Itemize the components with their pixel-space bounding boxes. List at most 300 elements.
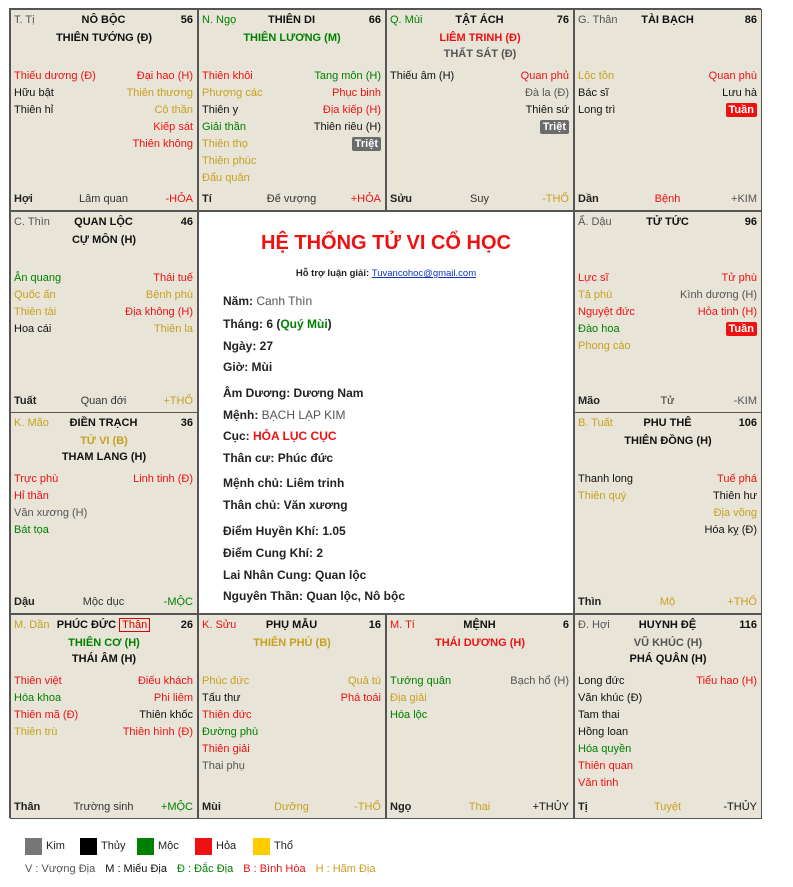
minor-star-row (202, 724, 381, 741)
lai-nhan-info: Lai Nhân Cung: Quan lộc (223, 568, 367, 582)
palace-number: 6 (562, 619, 569, 631)
hour-info: Giờ: Mùi (223, 360, 273, 374)
minor-star: Hóa lộc (390, 709, 428, 721)
minor-star-row (14, 304, 193, 321)
footer-stage: Bệnh (654, 193, 681, 205)
minor-star-row (578, 707, 757, 724)
palace-branch: T. Tị (14, 14, 35, 26)
minor-star: Kiếp sát (153, 121, 193, 133)
minor-star: Thiên đức (202, 709, 252, 721)
footer-element: -THỔ (542, 193, 569, 205)
footer-stage: Lâm quan (79, 193, 128, 205)
footer-branch: Dần (578, 193, 599, 205)
palace-number: 26 (180, 619, 193, 631)
minor-star-row (202, 673, 381, 690)
minor-star: Quả tú (347, 675, 381, 687)
palace-branch: C. Thìn (14, 216, 50, 228)
minor-star-row (14, 707, 193, 724)
minor-star: Tiểu hao (H) (696, 675, 757, 687)
palace-ty[interactable] (386, 614, 574, 819)
minor-star: Thiên tài (14, 306, 57, 318)
brightness-legend-item: M : Miếu Địa (105, 863, 167, 875)
palace-suu[interactable] (198, 614, 386, 819)
minor-star-row (578, 270, 757, 287)
minor-star-row (14, 724, 193, 741)
footer-branch: Mùi (202, 801, 221, 813)
palace-footer (14, 596, 193, 610)
brightness-legend-item: B : Bình Hòa (243, 863, 306, 875)
minor-star: Hóa kỵ (Đ) (704, 524, 757, 536)
minor-star-row (578, 758, 757, 775)
major-star: LIÊM TRINH (Đ) (439, 32, 521, 44)
major-star: TỬ VI (B) (80, 435, 128, 447)
palace-footer (202, 193, 381, 207)
footer-stage: Quan đới (80, 395, 127, 407)
minor-star: Trực phù (14, 473, 59, 485)
palace-footer (390, 801, 569, 815)
day-info: Ngày: 27 (223, 339, 274, 353)
minor-star-row (14, 505, 193, 522)
minor-star-row (578, 775, 757, 792)
palace-header (578, 14, 757, 28)
footer-element: -MỘC (163, 596, 193, 608)
footer-element: +KIM (731, 193, 757, 205)
major-stars (575, 635, 761, 667)
footer-branch: Sửu (390, 193, 413, 205)
minor-star: Thiên việt (14, 675, 62, 687)
minor-star-row (202, 170, 381, 187)
triet-badge: Triệt (540, 120, 569, 134)
palace-footer (578, 193, 757, 207)
minor-star: Long trì (578, 104, 616, 116)
major-star: THIÊN TƯỚNG (Đ) (55, 32, 153, 44)
void-badge (726, 321, 757, 338)
legend-item-0: Kim (25, 837, 65, 855)
tuan-badge: Tuần (726, 322, 757, 336)
destiny-info: Mệnh: BẠCH LẠP KIM (223, 408, 346, 422)
palace-branch: Q. Mùi (390, 14, 423, 26)
palace-hoi[interactable] (574, 614, 762, 819)
minor-star: Phong cáo (578, 340, 631, 352)
minor-star: Tang môn (H) (314, 70, 381, 82)
minor-star: Thiên phúc (202, 155, 257, 167)
minor-star: Thiên trù (14, 726, 58, 738)
minor-star: Thanh long (578, 473, 634, 485)
palace-than[interactable] (574, 9, 762, 211)
minor-star: Thiên la (153, 323, 193, 335)
minor-star-row (202, 68, 381, 85)
minor-star: Bát tọa (14, 524, 49, 536)
major-star: THIÊN CƠ (H) (68, 637, 140, 649)
cung-khi-info: Điểm Cung Khí: 2 (223, 546, 324, 560)
footer-element: +MỘC (160, 801, 193, 813)
minor-star: Văn khúc (Đ) (578, 692, 643, 704)
tuvi-chart (9, 8, 761, 818)
chart-title: HỆ THỐNG TỬ VI CỔ HỌC (261, 232, 511, 254)
cuc-info: Cục: HỎA LỤC CỤC (223, 429, 337, 443)
palace-ti[interactable] (10, 9, 198, 211)
palace-footer (14, 801, 193, 815)
footer-element: -KIM (733, 395, 757, 407)
minor-star-row (202, 758, 381, 775)
palace-footer (578, 395, 757, 409)
minor-star: Thiên mã (Đ) (14, 709, 79, 721)
palace-name: NÔ BỘC (81, 14, 126, 26)
minor-star: Tam thai (578, 709, 620, 721)
minor-star: Hoa cái (14, 323, 52, 335)
palace-name: TẬT ÁCH (455, 14, 504, 26)
palace-name: MỆNH (463, 619, 496, 631)
footer-branch: Ngọ (390, 801, 412, 813)
minor-star: Thiên khôi (202, 70, 253, 82)
footer-element: +THỦY (532, 801, 569, 813)
month-info: Tháng: 6 (Quý Mùi) (223, 317, 332, 331)
minor-star-row (202, 136, 381, 153)
minor-stars (578, 673, 757, 792)
palace-name: TỬ TỨC (646, 216, 689, 228)
footer-element: +THỔ (727, 596, 757, 608)
palace-header (578, 619, 757, 633)
palace-mui[interactable] (386, 9, 574, 211)
minor-star-row (14, 522, 193, 539)
minor-star-row (390, 85, 569, 102)
minor-star-row (202, 690, 381, 707)
legend-swatch (25, 838, 42, 855)
major-star: THAM LANG (H) (61, 451, 147, 463)
minor-star-row (578, 488, 757, 505)
minor-star-row (578, 690, 757, 707)
legend-item-3: Hỏa (195, 837, 236, 855)
minor-star: Phúc đức (202, 675, 250, 687)
minor-star-row (14, 136, 193, 153)
minor-star: Ân quang (14, 272, 62, 284)
minor-star-row (578, 522, 757, 539)
palace-number: 76 (556, 14, 569, 26)
palace-header (202, 14, 381, 28)
palace-number: 46 (180, 216, 193, 228)
major-star: THIÊN ĐỒNG (H) (624, 435, 712, 447)
than-marker: Thân (119, 618, 150, 632)
palace-mao[interactable] (10, 412, 198, 614)
footer-branch: Tuất (14, 395, 37, 407)
footer-stage: Mộc dục (82, 596, 125, 608)
minor-stars (578, 270, 757, 355)
major-stars (387, 30, 573, 62)
minor-star-row (578, 304, 757, 321)
palace-name: PHU THÊ (643, 417, 692, 429)
minor-star: Địa giải (390, 692, 427, 704)
minor-stars (578, 471, 757, 539)
minor-star: Thiếu dương (Đ) (14, 70, 96, 82)
minor-stars (202, 673, 381, 775)
minor-star: Tả phù (578, 289, 613, 301)
palace-branch: B. Tuất (578, 417, 613, 429)
minor-stars (14, 673, 193, 741)
minor-star: Lộc tồn (578, 70, 615, 82)
palace-number: 116 (739, 619, 757, 631)
minor-star: Thiên riêu (H) (313, 121, 381, 133)
palace-branch: M. Dần (14, 619, 50, 631)
palace-tuat[interactable] (574, 412, 762, 614)
footer-branch: Hợi (14, 193, 33, 205)
void-badge (540, 119, 569, 136)
minor-star: Tấu thư (202, 692, 241, 704)
minor-star: Kình dương (H) (680, 289, 757, 301)
palace-name: THIÊN DI (267, 14, 316, 26)
footer-branch: Tí (202, 193, 212, 205)
minor-star: Tướng quân (390, 675, 452, 687)
minor-stars (14, 68, 193, 153)
minor-star: Giải thần (202, 121, 247, 133)
minor-star: Thiên không (132, 138, 193, 150)
minor-star: Tuế phá (717, 473, 757, 485)
minor-star: Thiên quý (578, 490, 627, 502)
minor-stars (390, 68, 569, 136)
minor-star: Lực sĩ (578, 272, 609, 284)
palace-name: ĐIỀN TRẠCH (69, 417, 138, 429)
legend-item-4: Thổ (253, 837, 293, 855)
major-star: THÁI DƯƠNG (H) (435, 637, 525, 649)
legend-swatch (80, 838, 97, 855)
minor-star-row (202, 153, 381, 170)
legend-swatch (195, 838, 212, 855)
minor-star-row (578, 505, 757, 522)
minor-star-row (578, 68, 757, 85)
palace-branch: Ấ. Dậu (578, 216, 612, 228)
footer-stage: Suy (470, 193, 489, 205)
palace-header (14, 619, 193, 633)
palace-footer (14, 395, 193, 409)
void-badge (352, 136, 381, 153)
major-stars (575, 433, 761, 449)
minor-star: Tử phù (721, 272, 757, 284)
minor-star: Địa võng (713, 507, 757, 519)
minor-star: Hỉ thần (14, 490, 49, 502)
minor-star: Thiên giải (202, 743, 250, 755)
minor-star-row (390, 119, 569, 136)
palace-number: 36 (180, 417, 193, 429)
menh-chu-info: Mệnh chủ: Liêm trinh (223, 476, 345, 490)
minor-star: Quan phủ (520, 70, 569, 82)
major-star: CỰ MÔN (H) (71, 234, 137, 246)
minor-star: Đào hoa (578, 323, 620, 335)
minor-star-row (578, 287, 757, 304)
palace-header (390, 14, 569, 28)
palace-number: 106 (738, 417, 757, 429)
palace-branch: K. Mão (14, 417, 49, 429)
minor-star: Thiên sứ (525, 104, 569, 116)
major-star: VŨ KHÚC (H) (633, 637, 703, 649)
minor-stars (202, 68, 381, 187)
minor-star-row (578, 338, 757, 355)
palace-dau[interactable] (574, 211, 762, 413)
minor-star-row (14, 85, 193, 102)
minor-star: Bạch hổ (H) (510, 675, 569, 687)
legend-item-2: Mộc (137, 837, 179, 855)
minor-star-row (390, 690, 569, 707)
footer-stage: Mộ (659, 596, 676, 608)
minor-star-row (14, 102, 193, 119)
palace-name: QUAN LỘC (74, 216, 133, 228)
brightness-legend (25, 863, 386, 875)
palace-branch: N. Ngọ (202, 14, 237, 26)
minor-star: Quan phù (708, 70, 757, 82)
palace-number: 16 (368, 619, 381, 631)
tuan-badge: Tuần (726, 103, 757, 117)
palace-branch: G. Thân (578, 14, 618, 26)
footer-branch: Thân (14, 801, 41, 813)
major-star: THIÊN LƯƠNG (M) (243, 32, 341, 44)
minor-star: Thiên thọ (202, 138, 248, 150)
minor-star-row (14, 673, 193, 690)
minor-star: Thiên khốc (139, 709, 193, 721)
than-cu-info: Thân cư: Phúc đức (223, 451, 334, 465)
minor-star-row (202, 85, 381, 102)
footer-branch: Dậu (14, 596, 35, 608)
minor-star-row (390, 102, 569, 119)
yinyang-info: Âm Dương: Dương Nam (223, 386, 364, 400)
minor-star: Văn tinh (578, 777, 619, 789)
minor-star-row (578, 321, 757, 338)
minor-star-row (14, 690, 193, 707)
footer-element: +HỎA (350, 193, 381, 205)
minor-star-row (202, 707, 381, 724)
major-stars (199, 30, 385, 46)
palace-header (202, 619, 381, 633)
minor-star: Thiên thương (126, 87, 193, 99)
legend-swatch (137, 838, 154, 855)
footer-stage: Trường sinh (73, 801, 134, 813)
nguyen-than-info: Nguyên Thần: Quan lộc, Nô bộc (223, 589, 406, 603)
than-chu-info: Thân chủ: Văn xương (223, 498, 348, 512)
palace-footer (202, 801, 381, 815)
legend-swatch (253, 838, 270, 855)
support-line: Hỗ trợ luận giải: Tuvancohoc@gmail.com (295, 268, 477, 279)
minor-star-row (578, 471, 757, 488)
minor-star: Hồng loan (578, 726, 629, 738)
minor-star-row (202, 119, 381, 136)
palace-branch: K. Sửu (202, 619, 237, 631)
minor-star-row (14, 68, 193, 85)
palace-name: TÀI BẠCH (641, 14, 694, 26)
minor-star-row (202, 102, 381, 119)
minor-star: Phi liêm (153, 692, 193, 704)
minor-stars (14, 270, 193, 338)
brightness-legend-item: Đ : Đắc Địa (176, 863, 234, 875)
palace-number: 56 (180, 14, 193, 26)
palace-header (390, 619, 569, 633)
major-stars (11, 635, 197, 667)
minor-star: Hỏa tinh (H) (697, 306, 757, 318)
minor-star-row (578, 724, 757, 741)
major-star: PHÁ QUÂN (H) (629, 653, 707, 665)
triet-badge: Triệt (352, 137, 381, 151)
palace-footer (578, 596, 757, 610)
minor-star: Thiên hỉ (14, 104, 54, 116)
minor-star: Thiên quan (578, 760, 634, 772)
minor-star: Thai phụ (202, 760, 245, 772)
minor-star: Địa không (H) (125, 306, 193, 318)
minor-star: Đà la (Đ) (524, 87, 569, 99)
minor-star-row (14, 471, 193, 488)
palace-dan[interactable] (10, 614, 198, 819)
minor-star: Hóa khoa (14, 692, 62, 704)
major-stars (199, 635, 385, 651)
minor-stars (390, 673, 569, 724)
minor-star: Thiên hư (712, 490, 757, 502)
footer-stage: Tuyệt (653, 801, 682, 813)
minor-star: Cô thần (154, 104, 193, 116)
palace-header (14, 14, 193, 28)
legend-item-1: Thủy (80, 837, 125, 855)
brightness-legend-item: V : Vượng Địa (25, 863, 96, 875)
minor-star: Linh tinh (Đ) (133, 473, 193, 485)
palace-number: 96 (744, 216, 757, 228)
minor-star: Hữu bật (14, 87, 54, 99)
minor-star: Nguyệt đức (578, 306, 635, 318)
minor-star: Văn xương (H) (14, 507, 88, 519)
minor-star: Thiên y (202, 104, 239, 116)
footer-stage: Dưỡng (274, 801, 309, 813)
palace-name: PHÚC ĐỨC Thân (14, 619, 193, 631)
support-email-link[interactable]: Tuvancohoc@gmail.com (371, 268, 477, 279)
year-info: Năm: Canh Thìn (223, 294, 313, 308)
minor-star-row (578, 102, 757, 119)
footer-stage: Thai (468, 801, 491, 813)
minor-star-row (390, 707, 569, 724)
palace-number: 86 (744, 14, 757, 26)
minor-star: Long đức (578, 675, 625, 687)
major-stars (11, 433, 197, 465)
palace-thin[interactable] (10, 211, 198, 413)
minor-star-row (390, 68, 569, 85)
major-stars (11, 30, 197, 46)
minor-star: Thái tuế (153, 272, 193, 284)
palace-name: HUYNH ĐỆ (638, 619, 697, 631)
minor-star-row (202, 741, 381, 758)
minor-star: Đại hao (H) (136, 70, 193, 82)
center-info-panel (198, 211, 574, 614)
palace-number: 66 (368, 14, 381, 26)
palace-header (578, 417, 757, 431)
minor-star-row (14, 321, 193, 338)
palace-footer (390, 193, 569, 207)
minor-star-row (14, 488, 193, 505)
major-stars (11, 232, 197, 248)
minor-stars (14, 471, 193, 539)
palace-name: PHỤ MẪU (265, 619, 318, 631)
minor-star: Lưu hà (722, 87, 757, 99)
brightness-legend-item: H : Hãm Địa (315, 863, 376, 875)
palace-branch: Đ. Hợi (578, 619, 610, 631)
major-stars (387, 635, 573, 651)
major-star: THIÊN PHỦ (B) (253, 637, 331, 649)
void-badge (726, 102, 757, 119)
footer-element: +THỔ (163, 395, 193, 407)
major-star: THÁI ÂM (H) (71, 653, 137, 665)
palace-footer (578, 801, 757, 815)
major-star: THẤT SÁT (Đ) (443, 48, 517, 60)
footer-branch: Thìn (578, 596, 602, 608)
minor-star-row (578, 673, 757, 690)
minor-star: Hóa quyền (578, 743, 632, 755)
palace-branch: M. Tí (390, 619, 415, 631)
palace-footer (14, 193, 193, 207)
palace-ngo[interactable] (198, 9, 386, 211)
minor-star: Phá toái (340, 692, 381, 704)
minor-star-row (14, 119, 193, 136)
minor-star: Quốc ấn (14, 289, 56, 301)
